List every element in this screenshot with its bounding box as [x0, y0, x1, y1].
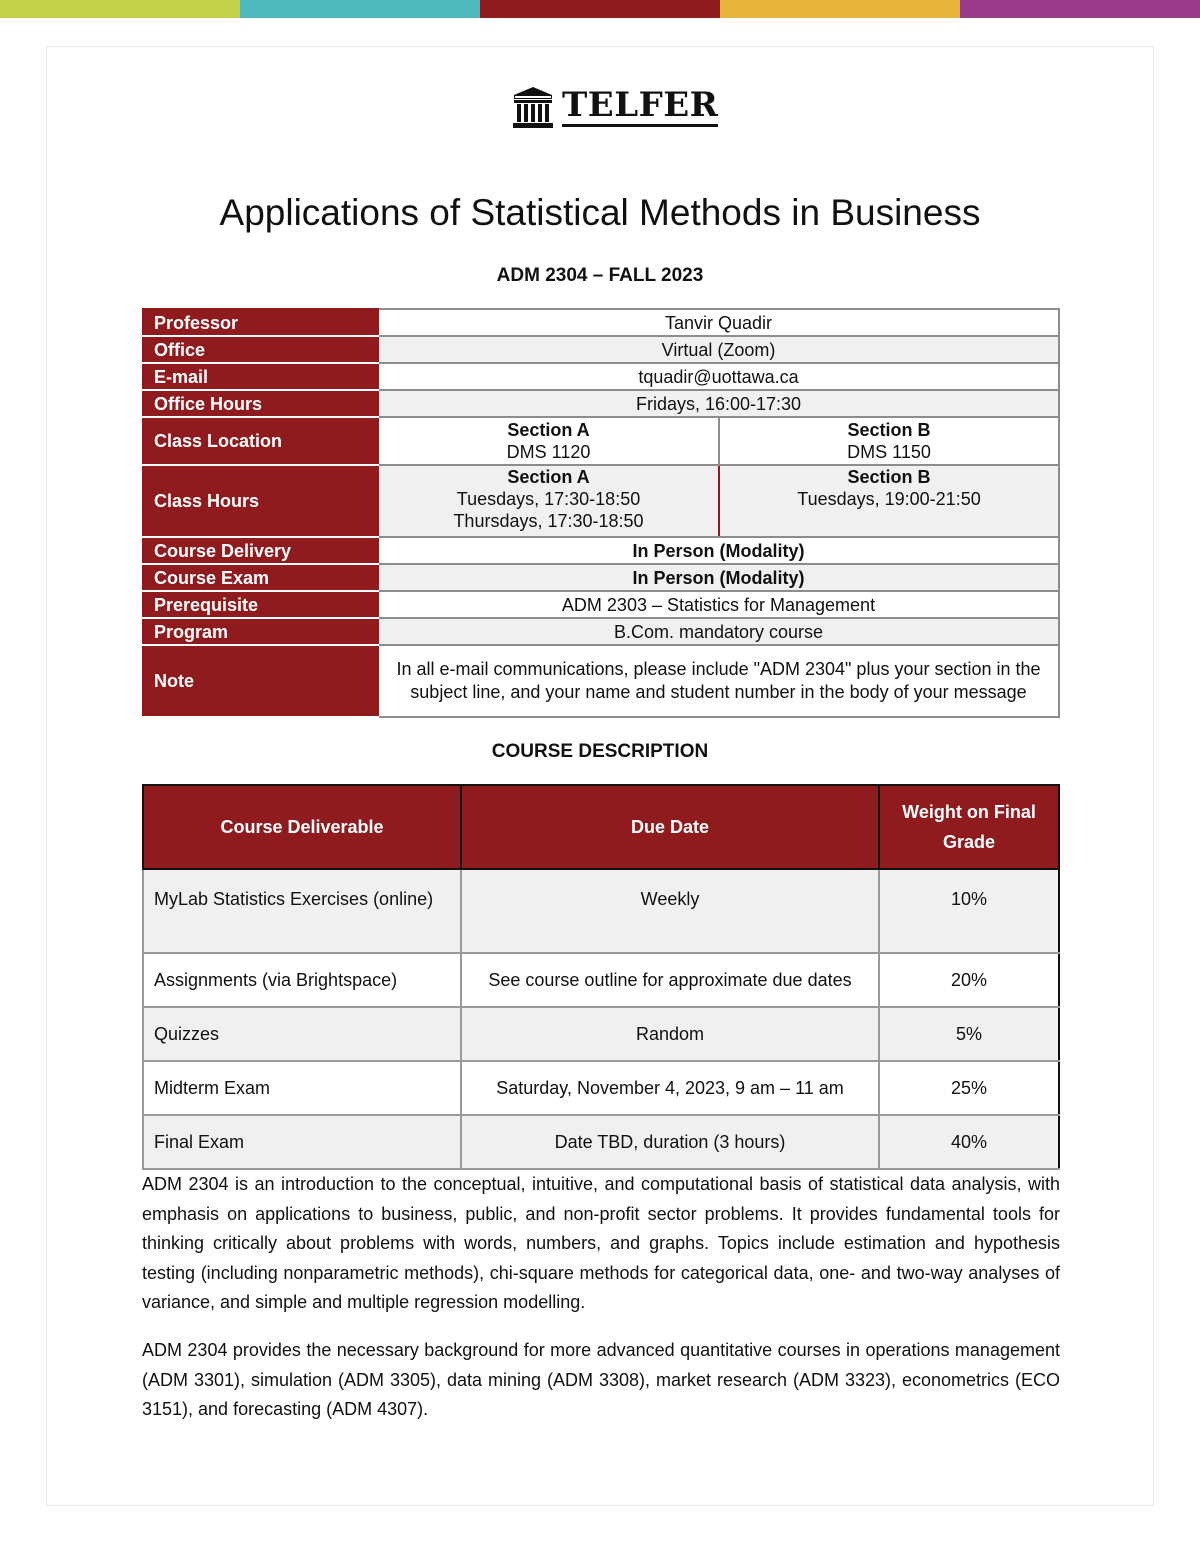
building-columns-icon — [512, 85, 554, 129]
color-bar-segment-teal — [240, 0, 480, 18]
program-value: B.Com. mandatory course — [378, 618, 1059, 645]
info-row-prerequisite — [143, 591, 1059, 618]
section-b-room: DMS 1150 — [847, 442, 931, 462]
section-b-title: Section B — [847, 420, 931, 440]
section-b-hours-line1: Tuesdays, 19:00-21:50 — [797, 489, 981, 509]
weight-cell: 25% — [879, 1061, 1059, 1115]
due-date-cell: Date TBD, duration (3 hours) — [461, 1115, 879, 1169]
course-background-paragraph: ADM 2304 provides the necessary background for more advanced quantitative courses in operations management (ADM 3301), simulation (ADM 3305), data mining (ADM 3308), market research (ADM 3323), econometrics (ECO 3151), and forecasting (ADM 4307). — [142, 1340, 1060, 1419]
due-date-cell: Weekly — [461, 869, 879, 953]
office-value: Virtual (Zoom) — [378, 336, 1059, 363]
weight-cell: 10% — [879, 869, 1059, 953]
color-bar-segment-yellow — [720, 0, 960, 18]
column-header-due-date: Due Date — [461, 785, 879, 869]
telfer-logo — [512, 84, 718, 130]
deliverable-cell: Final Exam — [143, 1115, 461, 1169]
section-a-hours-line1: Tuesdays, 17:30-18:50 — [456, 489, 641, 509]
info-row-course-delivery — [143, 537, 1059, 564]
info-row-note — [143, 645, 1059, 717]
table-row — [143, 1115, 1059, 1169]
info-label: Course Exam — [143, 564, 378, 591]
deliverable-cell: Midterm Exam — [143, 1061, 461, 1115]
due-date-cell: Random — [461, 1007, 879, 1061]
section-a-room: DMS 1120 — [506, 442, 591, 462]
note-value: In all e-mail communications, please include "ADM 2304" plus your section in the subject line, and your name and student number in the body of your message — [378, 645, 1059, 717]
course-description-heading: COURSE DESCRIPTION — [491, 741, 709, 762]
info-row-office-hours — [143, 390, 1059, 417]
info-label: Class Location — [143, 417, 378, 465]
prerequisite-value: ADM 2303 – Statistics for Management — [378, 591, 1059, 618]
professor-value: Tanvir Quadir — [378, 309, 1059, 336]
course-info-table — [142, 308, 1060, 718]
table-row — [143, 1061, 1059, 1115]
color-bar-segment-purple — [960, 0, 1200, 18]
section-a-title: Section A — [507, 467, 590, 487]
top-color-bar — [0, 0, 1200, 18]
deliverable-cell: MyLab Statistics Exercises (online) — [143, 869, 461, 953]
location-section-a — [378, 417, 719, 465]
section-a-hours-line2: Thursdays, 17:30-18:50 — [453, 511, 644, 531]
email-value: tquadir@uottawa.ca — [378, 363, 1059, 390]
info-row-office — [143, 336, 1059, 363]
info-row-class-hours — [143, 465, 1059, 537]
due-date-cell: See course outline for approximate due dates — [461, 953, 879, 1007]
page-title: Applications of Statistical Methods in Business — [219, 192, 981, 233]
course-description-paragraph: ADM 2304 is an introduction to the conceptual, intuitive, and computational basis of statistical data analysis, with emphasis on applications to business, public, and non-profit sector problems. It provides fundamental tools for thinking critically about problems with words, numbers, and graphs. Topics include estimation and hypothesis testing (including nonparametric methods), chi-square methods for categorical data, one- and two-way analyses of variance, and simple and multiple regression modelling. — [142, 1174, 1060, 1312]
office-hours-value: Fridays, 16:00-17:30 — [378, 390, 1059, 417]
info-label: Note — [143, 645, 378, 717]
info-row-class-location — [143, 417, 1059, 465]
info-label: Office — [143, 336, 378, 363]
color-bar-segment-red — [480, 0, 720, 18]
table-row — [143, 953, 1059, 1007]
info-label: Program — [143, 618, 378, 645]
logo-text: TELFER — [562, 85, 719, 125]
deliverables-header-row — [143, 785, 1059, 869]
table-row — [143, 869, 1059, 953]
weight-cell: 20% — [879, 953, 1059, 1007]
info-label: Course Delivery — [143, 537, 378, 564]
info-label: Office Hours — [143, 390, 378, 417]
course-code-term: ADM 2304 – FALL 2023 — [496, 265, 704, 286]
info-label: E-mail — [143, 363, 378, 390]
due-date-cell: Saturday, November 4, 2023, 9 am – 11 am — [461, 1061, 879, 1115]
section-a-title: Section A — [507, 420, 590, 440]
column-header-deliverable: Course Deliverable — [143, 785, 461, 869]
column-header-weight: Weight on Final Grade — [879, 785, 1059, 869]
info-row-professor — [143, 309, 1059, 336]
weight-cell: 5% — [879, 1007, 1059, 1061]
deliverable-cell: Assignments (via Brightspace) — [143, 953, 461, 1007]
deliverable-cell: Quizzes — [143, 1007, 461, 1061]
course-exam-value: In Person (Modality) — [378, 564, 1059, 591]
info-row-program — [143, 618, 1059, 645]
hours-section-b — [719, 465, 1059, 537]
info-row-course-exam — [143, 564, 1059, 591]
info-row-email — [143, 363, 1059, 390]
weight-cell: 40% — [879, 1115, 1059, 1169]
info-label: Prerequisite — [143, 591, 378, 618]
info-label: Professor — [143, 309, 378, 336]
deliverables-table — [142, 784, 1060, 1170]
location-section-b — [719, 417, 1059, 465]
hours-section-a — [378, 465, 719, 537]
color-bar-segment-green — [0, 0, 240, 18]
info-label: Class Hours — [143, 465, 378, 537]
section-b-title: Section B — [847, 467, 931, 487]
course-delivery-value: In Person (Modality) — [378, 537, 1059, 564]
table-row — [143, 1007, 1059, 1061]
